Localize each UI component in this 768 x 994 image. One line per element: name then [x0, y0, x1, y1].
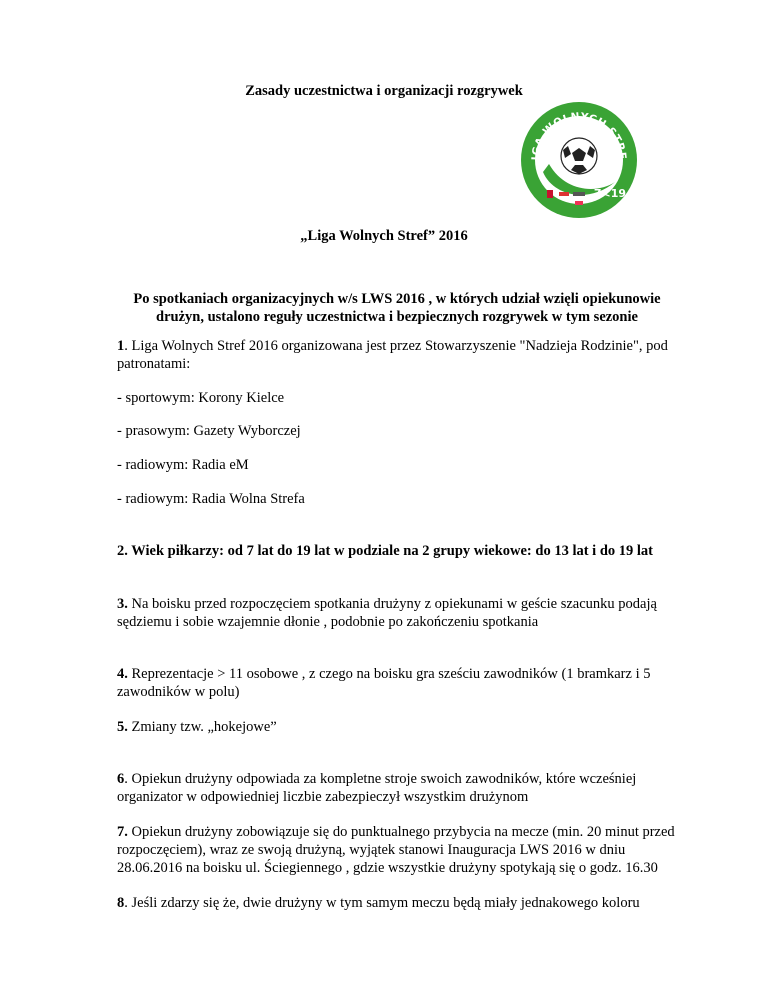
intro-line-1: Po spotkaniach organizacyjnych w/s LWS 2016 , w których udział wzięli opiekunowie: [133, 291, 661, 307]
document-subtitle: „Liga Wolnych Stref” 2016: [300, 228, 468, 244]
sponsor-mark-icon: [575, 201, 583, 205]
paragraph-6-text: . Opiekun drużyny odpowiada za kompletne stroje swoich zawodników, które wcześniej organizator w odpowiedniej liczbie zabezpieczył wszystkim drużynom: [117, 771, 637, 805]
paragraph-7-text: Opiekun drużyny zobowiązuje się do punktualnego przybycia na mecze (min. 20 minut przed rozpoczęciem), wraz ze swoją drużyną, wyjątek stanowi Inauguracja LWS 2016 w dniu 28.06.2016 na boisku ul. Ściegiennego , gdzie wszystkie drużyny spotykają się o godz. 16.30: [117, 824, 675, 876]
paragraph-5-text: Zmiany tzw. „hokejowe”: [127, 719, 277, 735]
logo-age-text: 7<19: [593, 187, 627, 200]
paragraph-7-number: 7.: [117, 824, 128, 840]
paragraph-1-text: . Liga Wolnych Stref 2016 organizowana jest przez Stowarzyszenie "Nadzieja Rodzinie", pod patronatami:: [117, 338, 668, 372]
sponsor-mark-icon: [573, 192, 585, 196]
logo-graphic: [519, 98, 639, 222]
paragraph-3-text: Na boisku przed rozpoczęciem spotkania drużyny z opiekunami w geście szacunku podają sędziemu i sobie wzajemnie dłonie , podobnie po zakończeniu spotkania: [117, 596, 657, 630]
paragraph-2: 2. Wiek piłkarzy: od 7 lat do 19 lat w podziale na 2 grupy wiekowe: do 13 lat i do 19 lat: [117, 543, 653, 559]
paragraph-8-text: . Jeśli zdarzy się że, dwie drużyny w tym samym meczu będą miały jednakowego koloru: [124, 895, 640, 911]
bullet-radiowym-em: - radiowym: Radia eM: [117, 457, 249, 473]
bullet-prasowym: - prasowym: Gazety Wyborczej: [117, 423, 301, 439]
paragraph-5: [117, 718, 677, 736]
paragraph-4-text: Reprezentacje > 11 osobowe , z czego na boisku gra sześciu zawodników (1 bramkarz i 5 zawodników w polu): [117, 666, 651, 700]
sponsor-crest-icon: [547, 190, 553, 198]
paragraph-8-number: 8: [117, 895, 125, 911]
paragraph-3: [117, 595, 677, 631]
liga-wolnych-stref-logo: [519, 98, 639, 222]
paragraph-5-number: 5.: [117, 719, 128, 735]
paragraph-7: [117, 823, 677, 877]
bullet-sportowym: - sportowym: Korony Kielce: [117, 390, 285, 406]
paragraph-4: [117, 665, 677, 701]
document-title: Zasady uczestnictwa i organizacji rozgrywek: [245, 83, 523, 99]
paragraph-1-number: 1: [117, 338, 125, 354]
sponsor-mark-icon: [559, 192, 569, 196]
paragraph-3-number: 3.: [117, 596, 128, 612]
intro-line-2: drużyn, ustalono reguły uczestnictwa i bezpiecznych rozgrywek w tym sezonie: [156, 309, 638, 325]
paragraph-6-number: 6: [117, 771, 125, 787]
paragraph-8: [117, 894, 677, 912]
bullet-radiowym-wolna-strefa: - radiowym: Radia Wolna Strefa: [117, 491, 305, 507]
paragraph-4-number: 4.: [117, 666, 128, 682]
logo-ring-text: IGA WOLNYCH STRE: [529, 110, 629, 161]
paragraph-6: [117, 770, 677, 806]
paragraph-1: [117, 337, 677, 373]
